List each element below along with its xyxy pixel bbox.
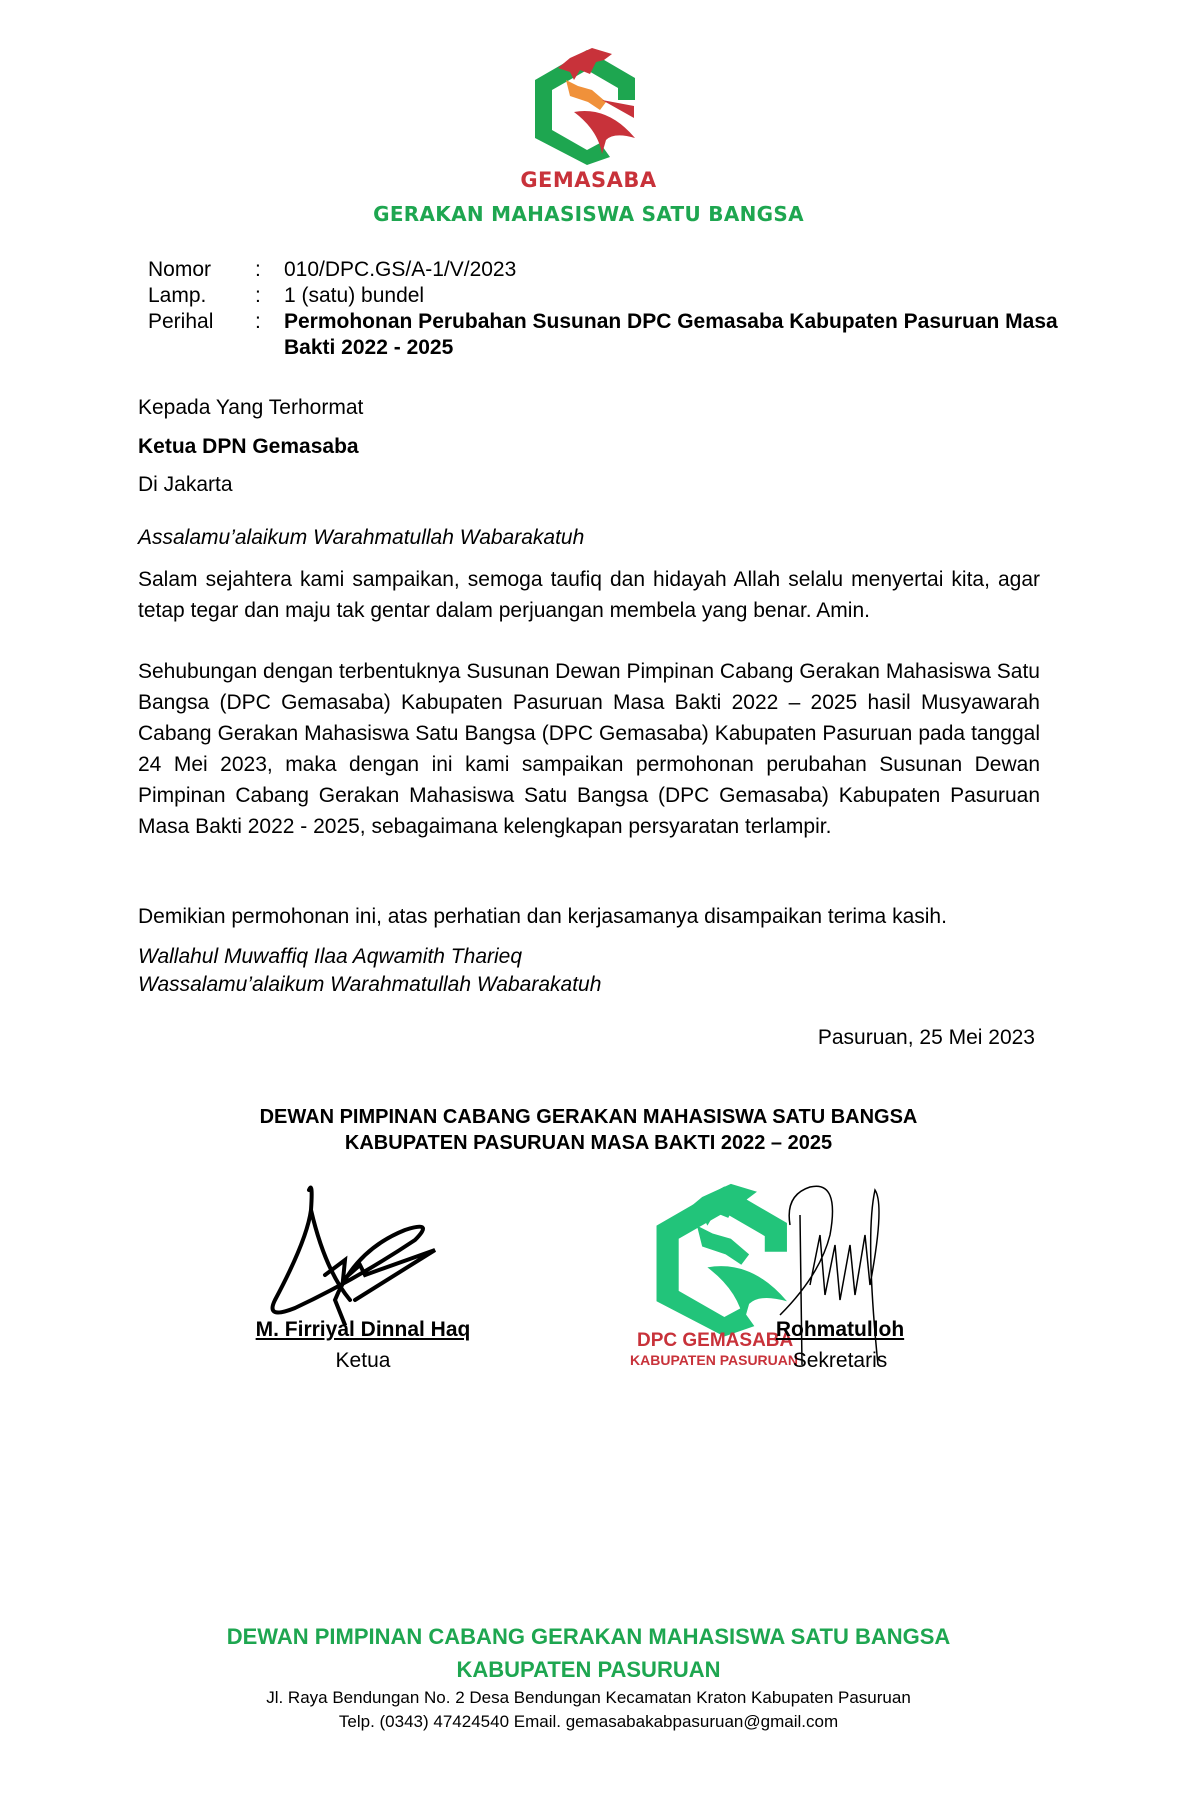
stamp-line1: DPC GEMASABA: [637, 1330, 794, 1351]
signatory-right-role: Sekretaris: [792, 1349, 888, 1372]
letter-meta: [148, 257, 1084, 361]
signatory-left-role: Ketua: [335, 1349, 391, 1372]
paragraph-1: Salam sejahtera kami sampaikan, semoga taufiq dan hidayah Allah selalu menyertai kita, agar tetap tegar dan maju tak gentar dalam perjuangan membela yang benar. Amin.: [138, 568, 1040, 622]
meta-value: 010/DPC.GS/A-1/V/2023: [284, 258, 517, 281]
signatory-right-name: Rohmatulloh: [775, 1318, 905, 1341]
meta-lampiran: [148, 283, 1084, 309]
gemasaba-logo: [530, 40, 645, 165]
footer-phone-email: Telp. (0343) 47424540 Email. gemasabakabpasuruan@gmail.com: [338, 1712, 839, 1731]
meta-label: Nomor: [148, 258, 212, 281]
signature-heading-line1: DEWAN PIMPINAN CABANG GERAKAN MAHASISWA SATU BANGSA: [259, 1106, 918, 1128]
meta-colon: :: [255, 284, 261, 307]
signature-ketua: [265, 1180, 455, 1325]
meta-value: 1 (satu) bundel: [284, 284, 425, 307]
closing-1: Wallahul Muwaffiq Ilaa Aqwamith Tharieq: [138, 945, 523, 968]
brand-tagline: GERAKAN MAHASISWA SATU BANGSA: [373, 202, 804, 226]
recipient-name: Ketua DPN Gemasaba: [138, 435, 359, 458]
stamp-line2: KABUPATEN PASURUAN: [630, 1352, 798, 1368]
footer-line1: DEWAN PIMPINAN CABANG GERAKAN MAHASISWA SATU BANGSA: [226, 1624, 951, 1649]
paragraph-2: Sehubungan dengan terbentuknya Susunan Dewan Pimpinan Cabang Gerakan Mahasiswa Satu Bangsa (DPC Gemasaba) Kabupaten Pasuruan Masa Bakti 2022 – 2025 hasil Musyawarah Cabang Gerakan Mahasiswa Satu Bangsa (DPC Gemasaba) Kabupaten Pasuruan pada tanggal 24 Mei 2023, maka dengan ini kami sampaikan permohonan perubahan Susunan Dewan Pimpinan Cabang Gerakan Mahasiswa Satu Bangsa (DPC Gemasaba) Kabupaten Pasuruan Masa Bakti 2022 - 2025, sebagaimana kelengkapan persyaratan terlampir.: [138, 660, 1040, 838]
letter-date: Pasuruan, 25 Mei 2023: [817, 1026, 1035, 1049]
footer-contact: [0, 1686, 1177, 1734]
meta-perihal: [148, 309, 1084, 361]
meta-label: Lamp.: [148, 284, 207, 307]
meta-nomor: [148, 257, 1084, 283]
footer-line2: KABUPATEN PASURUAN: [456, 1657, 721, 1682]
signature-heading: [0, 1104, 1177, 1156]
footer-address: Jl. Raya Bendungan No. 2 Desa Bendungan Kecamatan Kraton Kabupaten Pasuruan: [266, 1688, 911, 1707]
signature-sekretaris: [770, 1175, 930, 1375]
closing-2: Wassalamu’alaikum Warahmatullah Wabarakatuh: [138, 973, 602, 996]
meta-colon: :: [255, 310, 261, 333]
paragraph-3: Demikian permohonan ini, atas perhatian dan kerjasamanya disampaikan terima kasih.: [138, 905, 947, 928]
brand-name: GEMASABA: [520, 168, 657, 192]
signature-heading-line2: KABUPATEN PASURUAN MASA BAKTI 2022 – 2025: [344, 1132, 833, 1154]
opening-salam: Assalamu’alaikum Warahmatullah Wabarakatuh: [138, 526, 585, 549]
footer-organization: [0, 1620, 1177, 1686]
signatory-left-name: M. Firriyal Dinnal Haq: [255, 1318, 471, 1341]
meta-label: Perihal: [148, 310, 214, 333]
recipient-greeting: Kepada Yang Terhormat: [138, 396, 364, 419]
meta-value: Permohonan Perubahan Susunan DPC Gemasaba Kabupaten Pasuruan Masa Bakti 2022 - 2025: [284, 310, 1058, 359]
recipient-place: Di Jakarta: [138, 473, 233, 496]
meta-colon: :: [255, 258, 261, 281]
